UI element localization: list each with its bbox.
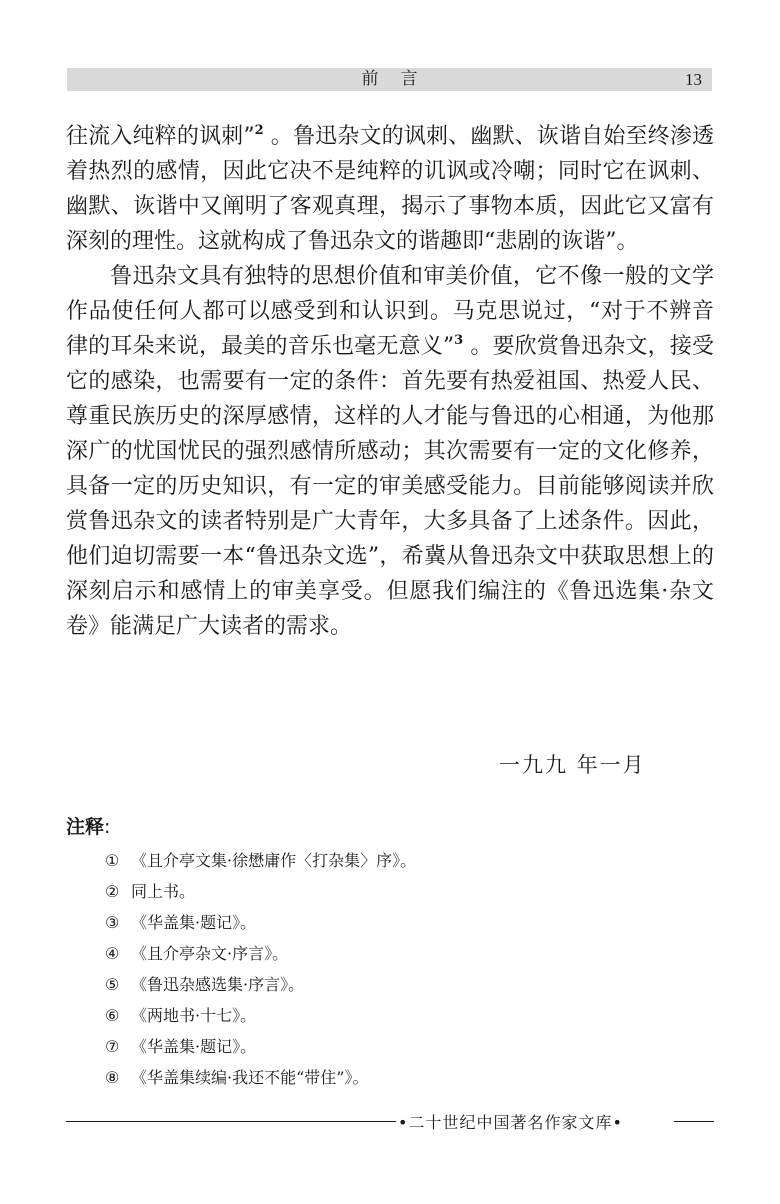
note-text: 《华盖集·题记》。 xyxy=(131,913,257,932)
note-item xyxy=(105,1062,665,1093)
paragraph-2 xyxy=(66,259,714,644)
notes-heading xyxy=(66,812,110,839)
note-item xyxy=(105,907,665,938)
note-number: ⑧ xyxy=(105,1068,120,1087)
note-text: 《两地书·十七》。 xyxy=(131,1006,257,1025)
note-item xyxy=(105,1031,665,1062)
header-title: 前言 xyxy=(361,69,440,89)
footnote-ref-2: 2 xyxy=(254,123,264,138)
paragraph-1-part-b: 。鲁迅杂文的讽刺、幽默、诙谐自始至终渗透着热烈的感情，因此它决不是纯粹的讥讽或冷嘲；同时它在讽刺、幽默、诙谐中又阐明了客观真理，揭示了事物本质，因此它又富有深刻的理性。这就构成了鲁迅杂文的谐趣即“悲剧的诙谐”。 xyxy=(66,124,714,254)
note-item xyxy=(105,969,665,1000)
note-number: ⑦ xyxy=(105,1037,120,1056)
note-text: 《华盖集·题记》。 xyxy=(131,1037,257,1056)
notes-heading-colon: : xyxy=(104,816,111,838)
notes-heading-label: 注释 xyxy=(66,816,105,838)
note-item xyxy=(105,1000,665,1031)
body-text xyxy=(66,119,714,644)
note-number: ④ xyxy=(105,944,120,963)
page-number: 13 xyxy=(685,70,702,89)
paragraph-1-part-a: 往流入纯粹的讽刺” xyxy=(66,124,255,149)
footer-rule-left xyxy=(66,1121,396,1122)
running-header xyxy=(67,68,712,91)
note-text: 同上书。 xyxy=(131,882,196,901)
note-item xyxy=(105,938,665,969)
notes-list xyxy=(105,845,665,1093)
note-text: 《且介亭文集·徐懋庸作〈打杂集〉序》。 xyxy=(131,851,417,870)
paragraph-1 xyxy=(66,119,714,259)
note-number: ① xyxy=(105,851,120,870)
note-number: ② xyxy=(105,882,120,901)
footnote-ref-3: 3 xyxy=(454,333,464,348)
paragraph-2-part-a: 鲁迅杂文具有独特的思想价值和审美价值，它不像一般的文学作品使任何人都可以感受到和认识到。马克思说过，“对于不辨音律的耳朵来说，最美的音乐也毫无意义” xyxy=(66,264,714,359)
date-line: 一九九 年一月 xyxy=(499,753,646,777)
note-item xyxy=(105,845,665,876)
note-number: ⑥ xyxy=(105,1006,120,1025)
series-footer: •二十世纪中国著名作家文库• xyxy=(398,1113,623,1132)
note-text: 《且介亭杂文·序言》。 xyxy=(131,944,289,963)
note-number: ⑤ xyxy=(105,975,120,994)
footer-rule-right xyxy=(674,1121,714,1122)
note-text: 《鲁迅杂感选集·序言》。 xyxy=(131,975,305,994)
paragraph-2-part-b: 。要欣赏鲁迅杂文，接受它的感染，也需要有一定的条件：首先要有热爱祖国、热爱人民、尊重民族历史的深厚感情，这样的人才能与鲁迅的心相通，为他那深广的忧国忧民的强烈感情所感动；其次需要有一定的文化修养，具备一定的历史知识，有一定的审美感受能力。目前能够阅读并欣赏鲁迅杂文的读者特别是广大青年，大多具备了上述条件。因此，他们迫切需要一本“鲁迅杂文选”，希冀从鲁迅杂文中获取思想上的深刻启示和感情上的审美享受。但愿我们编注的《鲁迅选集·杂文卷》能满足广大读者的需求。 xyxy=(66,334,714,639)
note-number: ③ xyxy=(105,913,120,932)
note-text: 《华盖集续编·我还不能“带住”》。 xyxy=(131,1068,369,1087)
note-item xyxy=(105,876,665,907)
